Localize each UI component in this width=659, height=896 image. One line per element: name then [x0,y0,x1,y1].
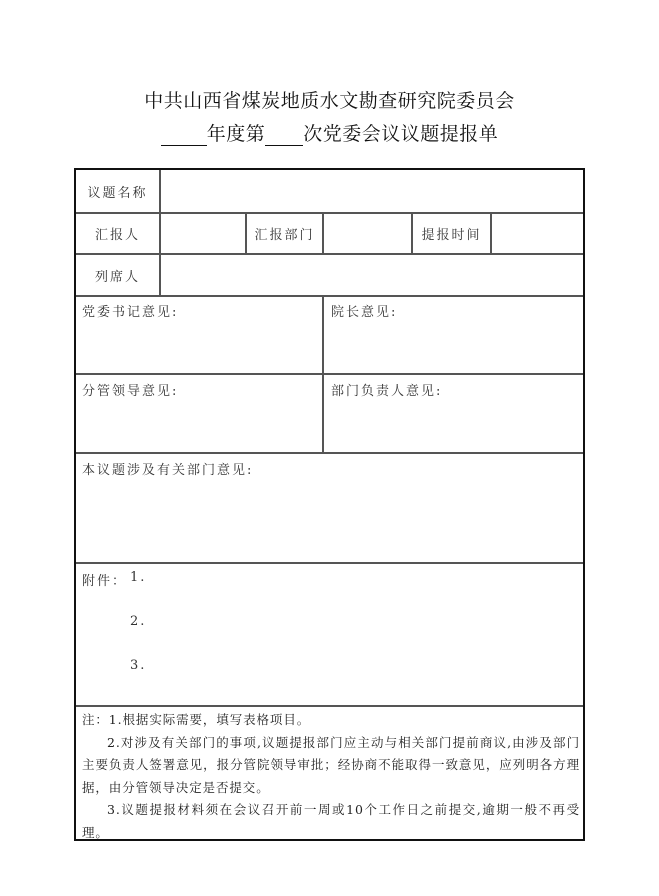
col-divider [322,212,324,253]
row-divider [76,452,583,454]
note-line-3: 3.议题提报材料须在会议召开前一周或10个工作日之前提交,逾期一般不再受理。 [82,802,580,840]
document-title: 中共山西省煤炭地质水文勘查研究院委员会 [144,90,515,112]
party-secretary-opinion-label: 党委书记意见: [82,305,179,320]
dept-head-opinion-field[interactable] [325,399,583,451]
col-divider [322,295,324,452]
col-divider [159,170,161,295]
row-divider [76,373,583,375]
attendees-field[interactable] [162,256,580,293]
reporter-field[interactable] [162,214,243,251]
topic-name-label: 议题名称 [87,186,148,201]
subtitle-part2: 次党委会议议题提报单 [303,123,499,145]
supervising-leader-opinion-field[interactable] [76,399,322,451]
party-secretary-opinion-field[interactable] [76,320,322,372]
dept-head-opinion-label: 部门负责人意见: [331,384,443,399]
row-divider [76,705,583,707]
row-divider [76,253,583,255]
note-line-2: 2.对涉及有关部门的事项,议题提报部门应主动与相关部门提前商议,由涉及部门主要负责人签署意见，报分管院领导审批；经协商不能取得一致意见，应列明各方理据，由分管领导决定是否提交。 [82,734,580,795]
row-divider [76,295,583,297]
report-dept-field[interactable] [325,214,409,251]
col-divider [490,212,492,253]
reporter-label: 汇报人 [94,228,140,243]
row-divider [76,562,583,564]
attachments-label: 附件： [82,574,128,589]
attachment-item-3[interactable]: 3. [130,658,147,673]
submit-time-label: 提报时间 [421,228,482,243]
supervising-leader-opinion-label: 分管领导意见: [82,384,179,399]
report-dept-label: 汇报部门 [254,228,315,243]
attachment-item-1[interactable]: 1. [130,570,147,585]
session-number-blank-field[interactable] [265,127,303,146]
president-opinion-field[interactable] [325,320,583,372]
note-line-1: 注：1.根据实际需要，填写表格项目。 [82,712,311,727]
topic-name-field[interactable] [162,172,580,210]
proposal-form-table [74,168,585,841]
attachment-item-2[interactable]: 2. [130,614,147,629]
notes-section [82,709,580,844]
president-opinion-label: 院长意见: [331,305,398,320]
attendees-label: 列席人 [94,270,140,285]
document-subtitle [0,119,659,146]
subtitle-part1: 年度第 [206,123,266,145]
year-blank-field[interactable] [161,127,207,146]
related-dept-opinion-field[interactable] [76,480,583,560]
submit-time-field[interactable] [493,214,581,251]
related-dept-opinion-label: 本议题涉及有关部门意见: [82,463,254,478]
